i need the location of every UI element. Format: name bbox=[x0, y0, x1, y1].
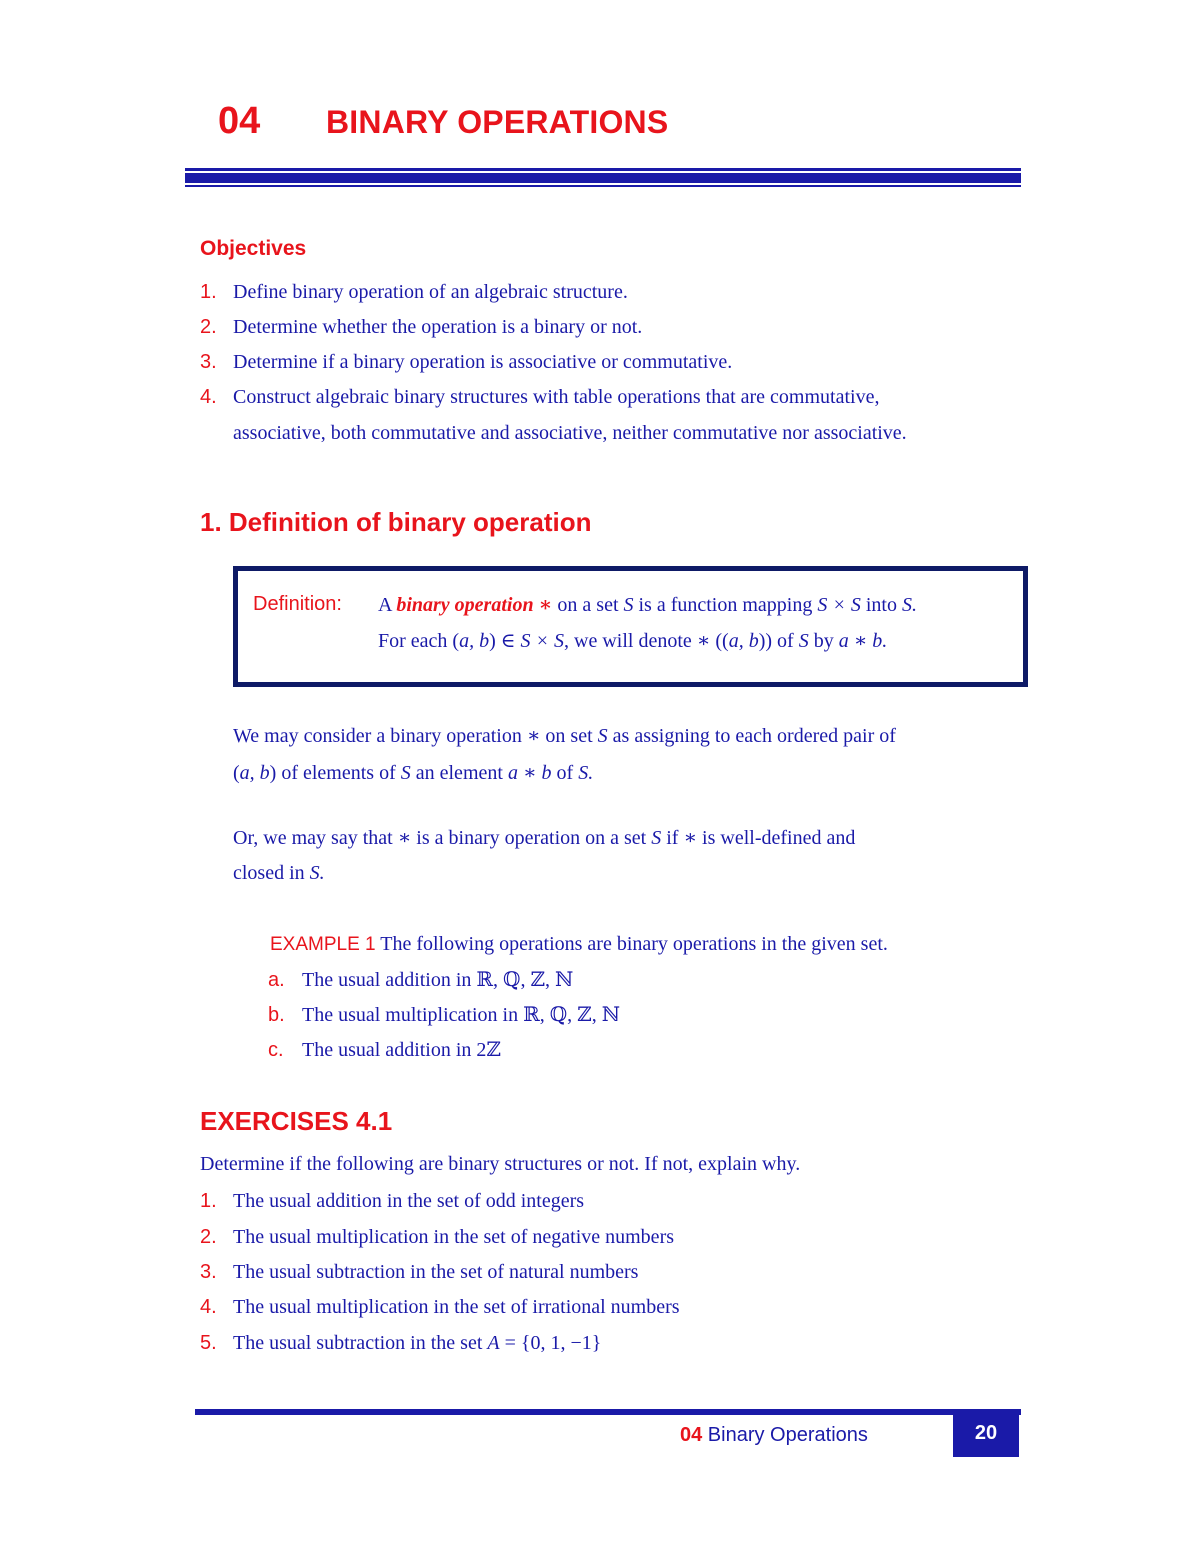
objective-number: 3. bbox=[200, 351, 217, 373]
objective-text: Define binary operation of an algebraic structure. bbox=[233, 281, 628, 303]
paragraph-line: Or, we may say that ∗ is a binary operation on a set S if ∗ is well-defined and bbox=[233, 827, 856, 849]
objective-text: Construct algebraic binary structures with table operations that are commutative, bbox=[233, 386, 880, 408]
chapter-name: BINARY OPERATIONS bbox=[326, 104, 669, 140]
paragraph-line: closed in S. bbox=[233, 862, 325, 884]
paragraph-line: (a, b) of elements of S an element a ∗ b of S. bbox=[233, 762, 594, 784]
footer-chapter-number: 04 bbox=[680, 1424, 703, 1446]
section-heading: 1. Definition of binary operation bbox=[200, 507, 592, 537]
objective-item bbox=[200, 280, 628, 304]
objective-item bbox=[200, 385, 879, 409]
definition-label: Definition: bbox=[253, 593, 342, 615]
exercises-intro: Determine if the following are binary structures or not. If not, explain why. bbox=[200, 1153, 801, 1175]
exercise-item: 3. The usual subtraction in the set of natural numbers bbox=[200, 1261, 639, 1283]
objective-continuation: associative, both commutative and associative, neither commutative nor associative. bbox=[233, 422, 907, 444]
footer-chapter bbox=[680, 1424, 868, 1447]
example-intro-line bbox=[270, 932, 888, 957]
objective-text: Determine whether the operation is a binary or not. bbox=[233, 316, 643, 338]
definition-line-2: For each (a, b) ∈ S × S, we will denote ∗ ((a, b)) of S by a ∗ b. bbox=[378, 630, 888, 652]
exercise-item: 4. The usual multiplication in the set of irrational numbers bbox=[200, 1296, 680, 1318]
example-item: c. The usual addition in 2ℤ bbox=[268, 1039, 502, 1061]
example-label: EXAMPLE 1 bbox=[270, 934, 376, 955]
example-intro: The following operations are binary operations in the given set. bbox=[380, 933, 888, 955]
objectives-heading: Objectives bbox=[200, 237, 307, 260]
header-rule-thick bbox=[185, 173, 1021, 183]
chapter-title bbox=[218, 100, 668, 143]
objective-item bbox=[200, 350, 732, 374]
objective-text: Determine if a binary operation is associative or commutative. bbox=[233, 351, 733, 373]
paragraph-line: We may consider a binary operation ∗ on set S as assigning to each ordered pair of bbox=[233, 725, 896, 747]
footer-rule bbox=[195, 1409, 1021, 1415]
objective-item bbox=[200, 315, 642, 339]
page-number: 20 bbox=[953, 1410, 1019, 1457]
example-item: a. The usual addition in ℝ, ℚ, ℤ, ℕ bbox=[268, 969, 574, 991]
header-rule-bottom bbox=[185, 185, 1021, 187]
example-item: b. The usual multiplication in ℝ, ℚ, ℤ, ℕ bbox=[268, 1004, 620, 1026]
footer-chapter-name: Binary Operations bbox=[702, 1424, 868, 1446]
header-rule-top bbox=[185, 168, 1021, 171]
objective-number: 2. bbox=[200, 316, 217, 338]
exercises-heading: EXERCISES 4.1 bbox=[200, 1106, 393, 1136]
objective-number: 1. bbox=[200, 281, 217, 303]
definition-line-1: A binary operation ∗ on a set S is a function mapping S × S into S. bbox=[378, 594, 917, 616]
chapter-number: 04 bbox=[218, 100, 261, 142]
exercise-item: 2. The usual multiplication in the set of negative numbers bbox=[200, 1226, 675, 1248]
exercise-item: 5. The usual subtraction in the set A = {0, 1, −1} bbox=[200, 1332, 602, 1354]
objective-number: 4. bbox=[200, 386, 217, 408]
definition-box bbox=[233, 566, 1028, 687]
exercise-item: 1. The usual addition in the set of odd integers bbox=[200, 1190, 585, 1212]
